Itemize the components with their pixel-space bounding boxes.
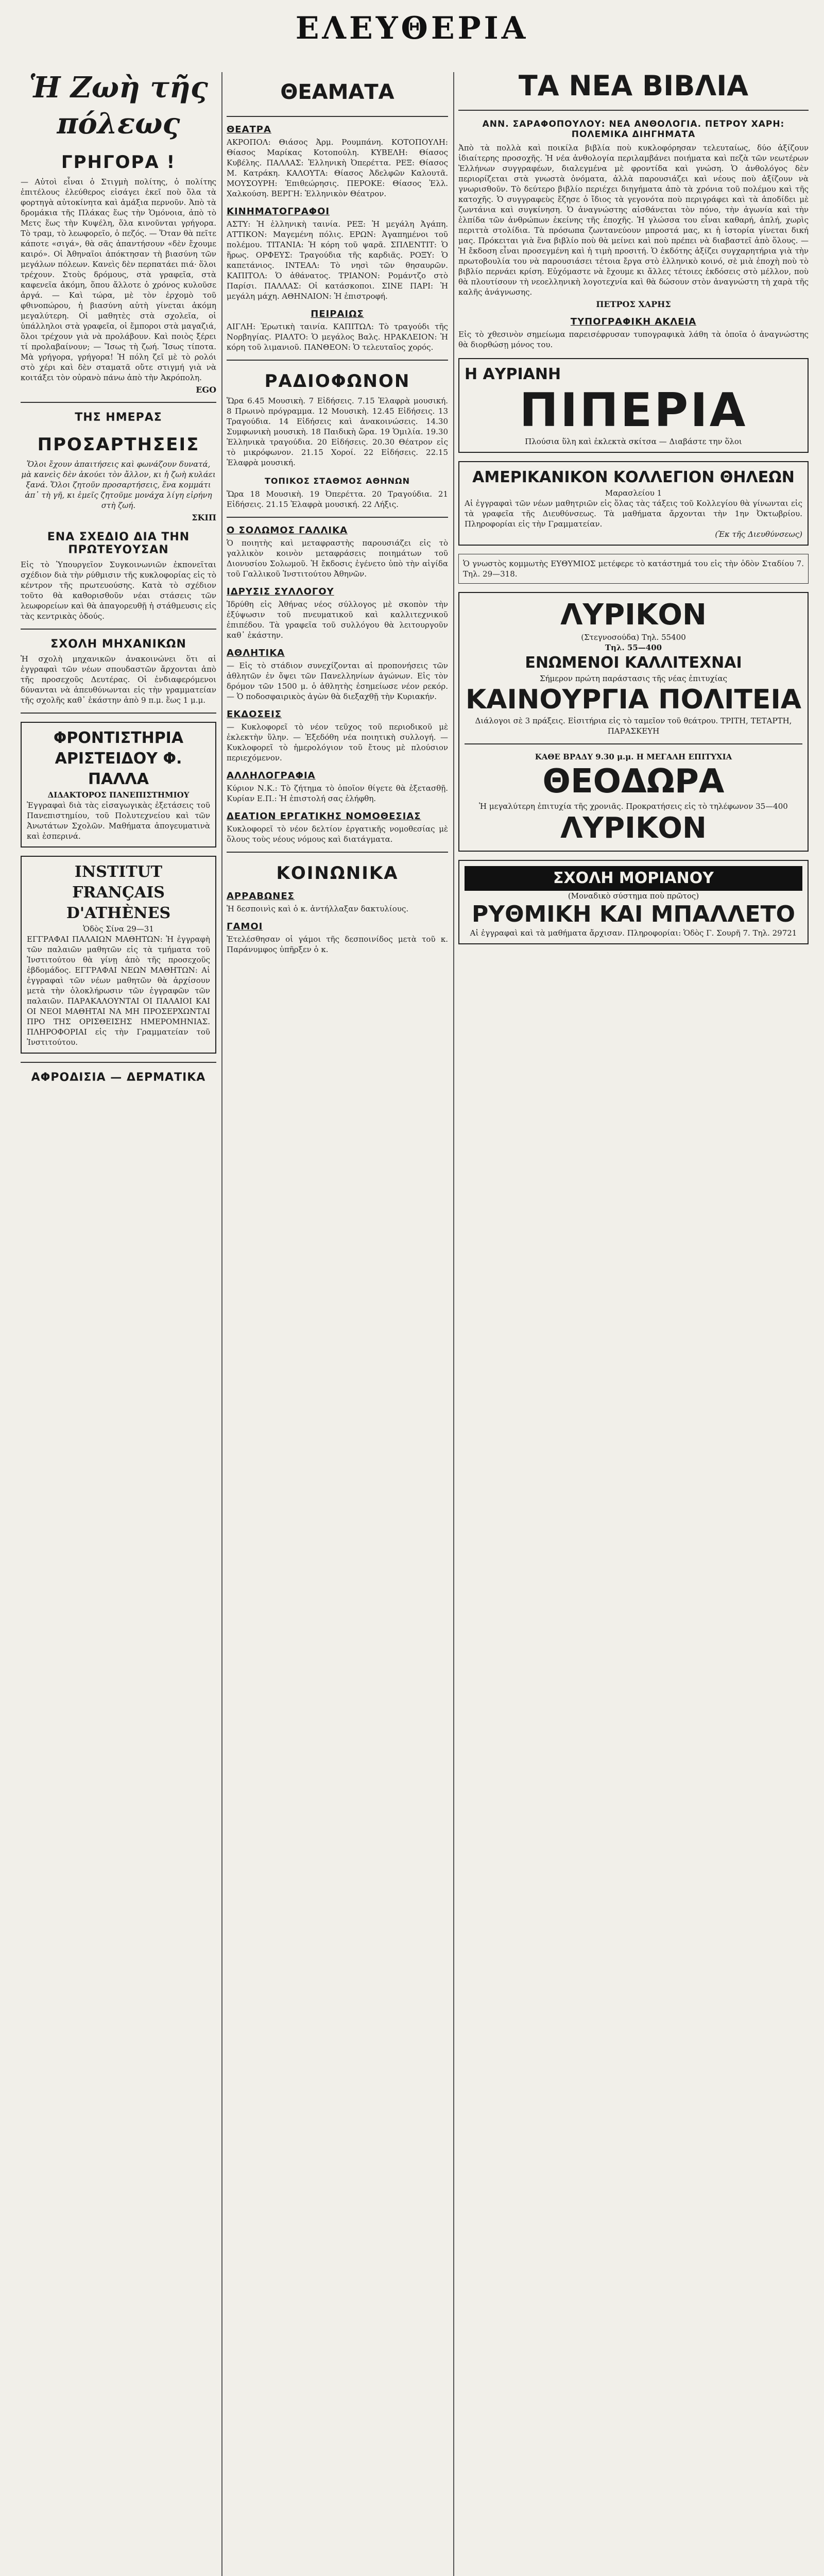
news-title-engineers: ΣΧΟΛΗ ΜΗΧΑΝΙΚΩΝ [50,638,186,651]
editions-text: — Κυκλοφορεῖ τὸ νέον τεῦχος τοῦ περιοδικοῦ μὲ ἐκλεκτὴν ὕλην. — Ἐξεδόθη νέα ποιητικὴ συλλογή. — Κυκλοφορεῖ τὸ ἡμερολόγιον τοῦ ἔτους μὲ πλούσιον περιεχόμενον. [227,722,448,762]
article-title-grigora: ΓΡΗΓΟΡΑ ! [61,152,176,173]
ad-school-sub: (Μοναδικὸ σύστημα ποὺ πρῶτος) [568,891,699,901]
ad-piperia-label: Η ΑΥΡΙΑΝΗ [465,365,561,383]
divider [21,1062,216,1063]
typo-note-text: Εἰς τὸ χθεσινὸν σημείωμα παρεισέφρυσαν τυπογραφικὰ λάθη τὰ ὁποῖα ὁ ἀναγνώστης θὰ διορθώσῃ μόνος του. [458,330,809,349]
radio-local-text: Ὥρα 18 Μουσικὴ. 19 Ὀπερέττα. 20 Τραγούδια. 21 Εἰδήσεις. 21.15 Ἐλαφρὰ μουσική. 22 Λήξις. [227,489,448,509]
ad-frontistiria-sub: ΔΙΔΑΚΤΟΡΟΣ ΠΑΝΕΠΙΣΤΗΜΙΟΥ [47,790,190,800]
ad-piperia-title: ΠΙΠΕΡΙΑ [519,383,748,437]
article-grigora-text: — Αὐτοὶ εἶναι ὁ Στιγμὴ πολίτης, ὁ πολίτης ἐπιτέλους ἐλεύθερος εἰσάγει ἐκεῖ ποὺ ὅλα τὰ φορτηγὰ αὐτοκίνητα καὶ ἁμάξια περνοῦν. Ἀπὸ τὰ δρομάκια τῆς Πλάκας ἕως τὴν Ὁμόνοια, ἀπὸ τὸ Μετς ἕως τὴν Κυψέλη, ὅλα κινοῦνται γρήγορα. Τὸ τραμ, τὸ λεωφορεῖο, ὁ πεζός. — Ὅταν θὰ πεῖτε κάποτε «σιγά», θὰ σᾶς ἀπαντήσουν «δὲν ἔχουμε καιρό». Οἱ Ἀθηναῖοι ἀπόκτησαν τὴ βιασύνη τῶν μεγάλων πόλεων. Κανεὶς δὲν περπατάει πιά· ὅλοι τρέχουν. Στοὺς δρόμους, στὰ γραφεῖα, στὰ καφενεῖα ἀκόμη, ὅπου ἄλλοτε ὁ χρόνος κυλοῦσε ἀργά. — Καὶ τώρα, μὲ τὸν ἐρχομὸ τοῦ φθινοπώρου, ἡ βιασύνη αὐτὴ γίνεται ἀκόμη μεγαλύτερη. Οἱ μαθητὲς στὰ σχολεῖα, οἱ ὑπάλληλοι στὰ γραφεῖα, οἱ ἔμποροι στὰ μαγαζιά, ὅλοι τρέχουν γιὰ νὰ προλάβουν. Καὶ ποιὸς ξέρει τί προλαβαίνουν; — Ἴσως τὴ ζωή. Ἴσως τίποτα. Μὰ γρήγορα, γρήγορα! Ἡ πόλη ζεῖ μὲ τὸ ρολόι στὸ χέρι καὶ δὲν σταματᾶ οὔτε στιγμή γιὰ νὰ κοιτάξει τὸν οὐρανὸ πάνω ἀπὸ τὴν Ἀκρόπολη. [21,177,216,382]
divider [465,743,802,744]
ad-united-artists: ΕΝΩΜΕΝΟΙ ΚΑΛΛΙΤΕΧΝΑΙ [525,654,742,672]
ad-lyrikon-sub: (Στεγνοσούδα) Τηλ. 55400 [581,633,686,642]
books-heading: ΤΑ ΝΕΑ ΒΙΒΛΙΑ [518,70,749,102]
ad-institut [21,856,216,1054]
ad-college-title: ΑΜΕΡΙΚΑΝΙΚΟΝ ΚΟΛΛΕΓΙΟΝ ΘΗΛΕΩΝ [472,468,795,486]
social-title: ΚΟΙΝΩΝΙΚΑ [276,863,399,884]
divider [227,852,448,853]
ad-institut-text: ΕΓΓΡΑΦΑΙ ΠΑΛΑΙΩΝ ΜΑΘΗΤΩΝ: Ἡ ἐγγραφὴ τῶν παλαιῶν μαθητῶν εἰς τὰ τμήματα τοῦ Ἰνστιτούτου θὰ γίνῃ ἀπὸ τῆς προσεχοῦς ἑβδομάδος. ΕΓΓΡΑΦΑΙ ΝΕΩΝ ΜΑΘΗΤΩΝ: Αἱ ἐγγραφαὶ τῶν νέων μαθητῶν θὰ ἀρχίσουν μετὰ τὴν ὁλοκλήρωσιν τῶν ἐγγραφῶν τῶν παλαιῶν. ΠΑΡΑΚΑΛΟΥΝΤΑΙ ΟΙ ΠΑΛΑΙΟΙ ΚΑΙ ΟΙ ΝΕΟΙ ΜΑΘΗΤΑΙ ΝΑ ΜΗ ΠΡΟΣΕΡΧΩΝΤΑΙ ΠΡΟ ΤΗΣ ΟΡΙΣΘΕΙΣΗΣ ΗΜΕΡΟΜΗΝΙΑΣ. ΠΛΗΡΟΦΟΡΙΑΙ εἰς τὴν Γραμματείαν τοῦ Ἰνστιτούτου. [27,935,210,1047]
club-title: ΙΔΡΥΣΙΣ ΣΥΛΛΟΓΟΥ [227,586,334,597]
piraeus-title: ΠΕΙΡΑΙΩΣ [311,309,364,319]
ad-piperia-text: Πλούσια ὕλη καὶ ἐκλεκτὰ σκίτσα — Διαβάστε την ὅλοι [525,437,742,446]
ad-institut-address: Ὁδὸς Σίνα 29—31 [83,924,154,934]
ad-college [458,461,809,546]
ad-morianou-school [458,860,809,944]
cinema-text: ΑΣΤΥ: Ἡ ἑλληνικὴ ταινία. ΡΕΞ: Ἡ μεγάλη Ἀγάπη. ΑΤΤΙΚΟΝ: Μαγεμένη πόλις. ΕΡΩΝ: Ἀγαπημένοι τοῦ πολέμου. ΤΙΤΑΝΙΑ: Ἡ κόρη τοῦ ψαρᾶ. ΣΠΛΕΝΤΙΤ: Ὁ ἥρως. ΟΡΦΕΥΣ: Τραγούδια τῆς καρδιᾶς. ΡΟΞΥ: Ὁ καπετάνιος. ΙΝΤΕΑΛ: Τὸ νησὶ τῶν θησαυρῶν. ΚΑΠΙΤΟΛ: Ὁ ἀθάνατος. ΤΡΙΑΝΟΝ: Ρομάντζο στὸ Παρίσι. ΠΑΛΛΑΣ: Οἱ κατάσκοποι. ΣΙΝΕ ΠΑΡΙ: Ἡ μεγάλη μάχη. ΑΘΗΝΑΙΟΝ: Ἡ ἐπιστροφή. [227,219,448,301]
radio-local-title: ΤΟΠΙΚΟΣ ΣΤΑΘΜΟΣ ΑΘΗΝΩΝ [265,476,410,486]
theatres-text: ΑΚΡΟΠΟΛ: Θιάσος Ἀρμ. Ρουμπάνη. ΚΟΤΟΠΟΥΛΗ: Θίασος Μαρίκας Κοτοπούλη. ΚΥΒΕΛΗ: Θίασος Κυβέλης. ΠΑΛΛΑΣ: Ἑλληνικὴ Ὀπερέττα. ΡΕΞ: Θίασος Μ. Κατράκη. ΚΑΛΟΥΤΑ: Θίασος Ἀδελφῶν Καλουτᾶ. ΜΟΥΣΟΥΡΗ: Ἐπιθεώρησις. ΠΕΡΟΚΕ: Θίασος Ἐλλ. Χαλκούση. ΒΕΡΓΗ: Ἑλληνικὸν Θέατρον. [227,138,448,198]
book-header: ΑΝΝ. ΣΑΡΑΦΟΠΟΥΛΟΥ: ΝΕΑ ΑΝΘΟΛΟΓΙΑ. ΠΕΤΡΟΥ ΧΑΡΗ: ΠΟΛΕΜΙΚΑ ΔΙΗΓΗΜΑΤΑ [482,119,785,140]
sports-title: ΑΘΛΗΤΙΚΑ [227,648,285,658]
shows-heading: ΘΕΑΜΑΤΑ [280,80,394,104]
ad-new-city-title: ΚΑΙΝΟΥΡΓΙΑ ΠΟΛΙΤΕΙΑ [465,684,802,715]
typo-note-title: ΤΥΠΟΓΡΑΦΙΚΗ ΑΚΛΕΙΑ [570,316,697,327]
ad-theodora-text: Ἡ μεγαλύτερη ἐπιτυχία τῆς χρονιᾶς. Προκρατήσεις εἰς τὸ τηλέφωνον 35—400 [479,802,788,811]
divider [21,629,216,630]
article-grigora-signature: EGO [196,385,216,395]
solomos-title: Ο ΣΟΛΩΜΟΣ ΓΑΛΛΙΚΑ [227,525,348,536]
footer-ad: ΑΦΡΟΔΙΣΙΑ — ΔΕΡΜΑΤΙΚΑ [31,1071,206,1084]
ad-school-footer: Αἱ ἐγγραφαὶ καὶ τὰ μαθήματα ἄρχισαν. Πληροφορίαι: Ὁδὸς Γ. Σουρῆ 7. Τηλ. 29721 [470,928,797,938]
editions-title: ΕΚΔΟΣΕΙΣ [227,709,282,720]
ad-theodora-title: ΘΕΟΔΩΡΑ [542,762,725,801]
ad-frontistiria [21,722,216,848]
labor-bulletin-title: ΔΕΑΤΙΟΝ ΕΡΓΑΤΙΚΗΣ ΝΟΜΟΘΕΣΙΑΣ [227,811,421,822]
divider [21,402,216,403]
column-books-ads [458,70,809,2576]
book-review-signature: ΠΕΤΡΟΣ ΧΑΡΗΣ [596,299,671,309]
cinema-title: ΚΙΝΗΜΑΤΟΓΡΑΦΟΙ [227,206,330,217]
ad-lyrikon [458,592,809,852]
labor-bulletin-text: Κυκλοφορεῖ τὸ νέον δελτίον ἐργατικῆς νομοθεσίας μὲ ὅλους τοὺς νέους νόμους καὶ διατάγματα. [227,824,448,844]
poem-signature: ΣΚΙΠ [192,513,216,522]
divider [227,116,448,117]
column-rule-1 [221,72,222,2576]
ad-school-title: ΣΧΟΛΗ ΜΟΡΙΑΝΟΥ [465,866,802,891]
divider [21,713,216,714]
city-life-heading: Ἡ Ζωὴ τῆς πόλεως [29,71,208,141]
sports-text: — Εἰς τὸ στάδιον συνεχίζονται αἱ προπονήσεις τῶν ἀθλητῶν ἐν ὄψει τῶν Πανελληνίων ἀγώνων. Εἰς τὸν δρόμον τῶν 1500 μ. ὁ ἀθλητὴς ἐσημείωσε νέον ρεκόρ. — Ὁ ποδοσφαιρικὸς ἀγὼν θὰ διεξαχθῇ τὴν Κυριακήν. [227,661,448,701]
ad-rythmiki-title: ΡΥΘΜΙΚΗ ΚΑΙ ΜΠΑΛΛΕΤΟ [472,901,795,927]
news-engineers-text: Ἡ σχολὴ μηχανικῶν ἀνακοινώνει ὅτι αἱ ἐγγραφαὶ τῶν νέων σπουδαστῶν ἄρχονται ἀπὸ τῆς προσεχοῦς Δευτέρας. Οἱ ἐνδιαφερόμενοι δύνανται νὰ ἀπευθύνωνται εἰς τὴν γραμματείαν τῆς σχολῆς καθ᾽ ἑκάστην ἀπὸ 9 π.μ. ἕως 1 μ.μ. [21,654,216,705]
radio-title: ΡΑΔΙΟΦΩΝΟΝ [264,371,410,392]
column-city-life [21,70,216,2576]
ad-institut-title: INSTITUT FRANÇAIS D'ATHÈNES [66,863,171,922]
poem-title: ΠΡΟΣΑΡΤΗΣΕΙΣ [37,434,200,455]
correspondence-title: ΑΛΛΗΛΟΓΡΑΦΙΑ [227,770,316,781]
ad-united-artists-text: Σήμερον πρώτη παράστασις τῆς νέας ἐπιτυχίας [539,674,728,683]
weddings-text: Ἐτελέσθησαν οἱ γάμοι τῆς δεσποινίδος μετὰ τοῦ κ. Παράνυμφος ὑπῆρξεν ὁ κ. [227,935,448,954]
ad-college-signature: (Ἐκ τῆς Διευθύνσεως) [715,530,802,539]
poem-text: Ὅλοι ἔχουν ἀπαιτήσεις καὶ φωνάζουν δυνατά, μὰ κανεὶς δὲν ἀκούει τὸν ἄλλον, κι ἡ ζωὴ κυλάει ξανά. Ὅλοι ζητοῦν προσαρτήσεις, ἕνα κομμάτι ἀπ᾽ τὴ γῆ, κι ἐμεῖς ζητοῦμε μονάχα λίγη εἰρήνη στὴ ζωή. [21,460,216,510]
club-text: Ἱδρύθη εἰς Ἀθήνας νέος σύλλογος μὲ σκοπὸν τὴν ἐξύψωσιν τοῦ πνευματικοῦ καὶ καλλιτεχνικοῦ ἐπιπέδου. Τὰ γραφεῖα τοῦ συλλόγου θὰ λειτουργοῦν καθ᾽ ἑκάστην. [227,600,448,640]
ad-new-city-text: Διάλογοι σὲ 3 πράξεις. Εἰσιτήρια εἰς τὸ ταμεῖον τοῦ θεάτρου. ΤΡΙΤΗ, ΤΕΤΑΡΤΗ, ΠΑΡΑΣΚΕΥΗ [475,716,792,736]
column-shows [227,70,448,2576]
correspondence-text: Κύριον Ν.Κ.: Τὸ ζήτημα τὸ ὁποῖον θίγετε θὰ ἐξετασθῇ. Κυρίαν Ε.Π.: Ἡ ἐπιστολή σας ἐλήφθη. [227,784,448,803]
ad-theodora-pre: ΚΑΘΕ ΒΡΑΔΥ 9.30 μ.μ. Η ΜΕΓΑΛΗ ΕΠΙΤΥΧΙΑ [535,752,732,761]
theatres-title: ΘΕΑΤΡΑ [227,124,271,135]
divider [227,517,448,518]
ad-lyrikon-tel: Τηλ. 55—400 [605,643,662,652]
engagements-text: Ἡ δεσποινὶς καὶ ὁ κ. ἀντήλλαξαν δακτυλίους. [227,904,409,913]
ad-lyrikon-title: ΛΥΡΙΚΟΝ [560,598,707,632]
news-plan-text: Εἰς τὸ Ὑπουργεῖον Συγκοινωνιῶν ἐκπονεῖται σχέδιον διὰ τὴν ρύθμισιν τῆς κυκλοφορίας εἰς τὸ κέντρον τῆς πρωτευούσης. Κατὰ τὸ σχέδιον τοῦτο θὰ καθορισθοῦν νέαι στάσεις τῶν λεωφορείων καὶ θὰ ἀπαγορευθῇ ἡ στάθμευσις εἰς τὰς κεντρικὰς ὁδούς. [21,560,216,621]
ad-piperia [458,358,809,453]
column-rule-2 [453,72,454,2576]
masthead [0,0,824,57]
ad-lyrikon-footer: ΛΥΡΙΚΟΝ [560,811,707,845]
hairdresser-notice: Ὁ γνωστὸς κομμωτὴς ΕΥΘΥΜΙΟΣ μετέφερε τὸ κατάστημά του εἰς τὴν ὁδὸν Σταδίου 7. Τηλ. 29—318. [458,554,809,584]
ad-college-text: Αἱ ἐγγραφαὶ τῶν νέων μαθητριῶν εἰς ὅλας τὰς τάξεις τοῦ Κολλεγίου θὰ γίνωνται εἰς τὰ γραφεῖα τῆς Διευθύνσεως. Τὰ μαθήματα ἄρχονται τὴν 1ην Ὀκτωβρίου. Πληροφορίαι εἰς τὴν Γραμματείαν. [465,499,802,529]
weddings-title: ΓΑΜΟΙ [227,921,263,932]
ad-college-address: Μαρασλείου 1 [605,488,662,498]
radio-text: Ὥρα 6.45 Μουσικὴ. 7 Εἰδήσεις. 7.15 Ἐλαφρὰ μουσική. 8 Πρωινὸ πρόγραμμα. 12 Μουσικὴ. 12.45 Εἰδήσεις. 13 Τραγούδια. 14 Εἰδήσεις καὶ ἀνακοινώσεις. 14.30 Συμφωνικὴ μουσικὴ. 18 Παιδικὴ ὥρα. 19 Ὁμιλία. 19.30 Ἐλληνικὰ τραγούδια. 20 Εἰδήσεις. 20.30 Θέατρον εἰς τὸ μικρόφωνον. 21.15 Χοροί. 22 Εἰδήσεις. 22.15 Ἐλαφρὰ μουσική. [227,396,448,467]
news-title-plan: ΕΝΑ ΣΧΕΔΙΟ ΔΙΑ ΤΗΝ ΠΡΩΤΕΥΟΥΣΑΝ [47,531,190,556]
book-review-text: Ἀπὸ τὰ πολλὰ καὶ ποικίλα βιβλία ποὺ κυκλοφόρησαν τελευταίως, δύο ἀξίζουν ἰδιαίτερης προσοχῆς. Ἡ νέα ἀνθολογία περιλαμβάνει ποιήματα καὶ πεζὰ τῶν νεωτέρων Ἑλλήνων συγγραφέων, διαλεγμένα μὲ φροντίδα καὶ γνώση. Ὁ ἀνθολόγος δὲν περιορίζεται στὰ γνωστὰ ὀνόματα, ἀλλὰ παρουσιάζει καὶ νέους ποὺ ἀξίζουν νὰ γνωρισθοῦν. Τὸ δεύτερο βιβλίο περιέχει διηγήματα ἀπὸ τὰ χρόνια τοῦ πολέμου καὶ τῆς κατοχῆς. Ὁ συγγραφεὺς ἔζησε ὁ ἴδιος τὰ γεγονότα ποὺ περιγράφει καὶ τὰ ἀποδίδει μὲ ζωντάνια καὶ συγκίνηση. Ὁ ἀναγνώστης αἰσθάνεται τὸν πόνο, τὴν ἀγωνία καὶ τὴν ἐλπίδα τῶν ἀνθρώπων ἐκείνης τῆς ἐποχῆς. Ἡ γλώσσα του εἶναι καθαρή, ἁπλή, χωρὶς περιττὰ στολίδια. Τὰ πρόσωπα ζωντανεύουν μπροστά μας, κι ἡ ἱστορία γίνεται δική μας. Πρόκειται γιὰ ἕνα βιβλίο ποὺ θὰ μείνει καὶ ποὺ πρέπει νὰ διαβαστεῖ ἀπὸ ὅλους. — Ἡ ἔκδοση εἶναι προσεγμένη καὶ ἡ τιμὴ προσιτή. Ὁ ἐκδότης ἀξίζει συγχαρητήρια γιὰ τὴν πρωτοβουλία του νὰ παρουσιάσει τέτοια ἔργα στὸ ἑλληνικὸ κοινό, σὲ μιὰ ἐποχὴ ποὺ τὸ βιβλίο περνάει κρίση. Εὐχόμαστε νὰ ἔχουμε κι ἄλλες τέτοιες ἐκδόσεις στὸ μέλλον, ποὺ θὰ πλουτίσουν τὴ νεοελληνικὴ λογοτεχνία καὶ θὰ δώσουν στὸν ἀναγνώστη τὴ χαρὰ τῆς καλῆς ἀνάγνωσης. [458,143,809,297]
ad-frontistiria-title: ΦΡΟΝΤΙΣΤΗΡΙΑ ΑΡΙΣΤΕΙΔΟΥ Φ. ΠΑΛΛΑ [53,729,184,788]
divider [458,110,809,111]
section-title-day: ΤΗΣ ΗΜΕΡΑΣ [75,411,162,424]
ad-frontistiria-text: Ἐγγραφαὶ διὰ τὰς εἰσαγωγικὰς ἐξετάσεις τοῦ Πανεπιστημίου, τοῦ Πολυτεχνείου καὶ τῶν Ἀνωτάτων Σχολῶν. Μαθήματα ἀπογευματινὰ καὶ ἑσπερινά. [27,801,210,841]
divider [227,360,448,361]
piraeus-text: ΑΙΓΛΗ: Ἐρωτικὴ ταινία. ΚΑΠΙΤΩΛ: Τὸ τραγούδι τῆς Νορβηγίας. ΡΙΑΛΤΟ: Ὁ μεγάλος Βαλς. ΗΡΑΚΛΕΙΟΝ: Ἡ κόρη τοῦ λιμανιοῦ. ΠΑΝΘΕΟΝ: Ὁ τελευταῖος χορός. [227,322,448,352]
engagements-title: ΑΡΡΑΒΩΝΕΣ [227,891,295,902]
solomos-text: Ὁ ποιητὴς καὶ μεταφραστὴς παρουσιάζει εἰς τὸ γαλλικὸν κοινὸν μεταφράσεις ποιημάτων τοῦ Διονυσίου Σολωμοῦ. Ἡ ἔκδοσις ἐγένετο ὑπὸ τὴν αἰγίδα τοῦ Γαλλικοῦ Ἰνστιτούτου Ἀθηνῶν. [227,538,448,579]
newspaper-title: ΕΛΕΥΘΕΡΙΑ [295,10,529,46]
